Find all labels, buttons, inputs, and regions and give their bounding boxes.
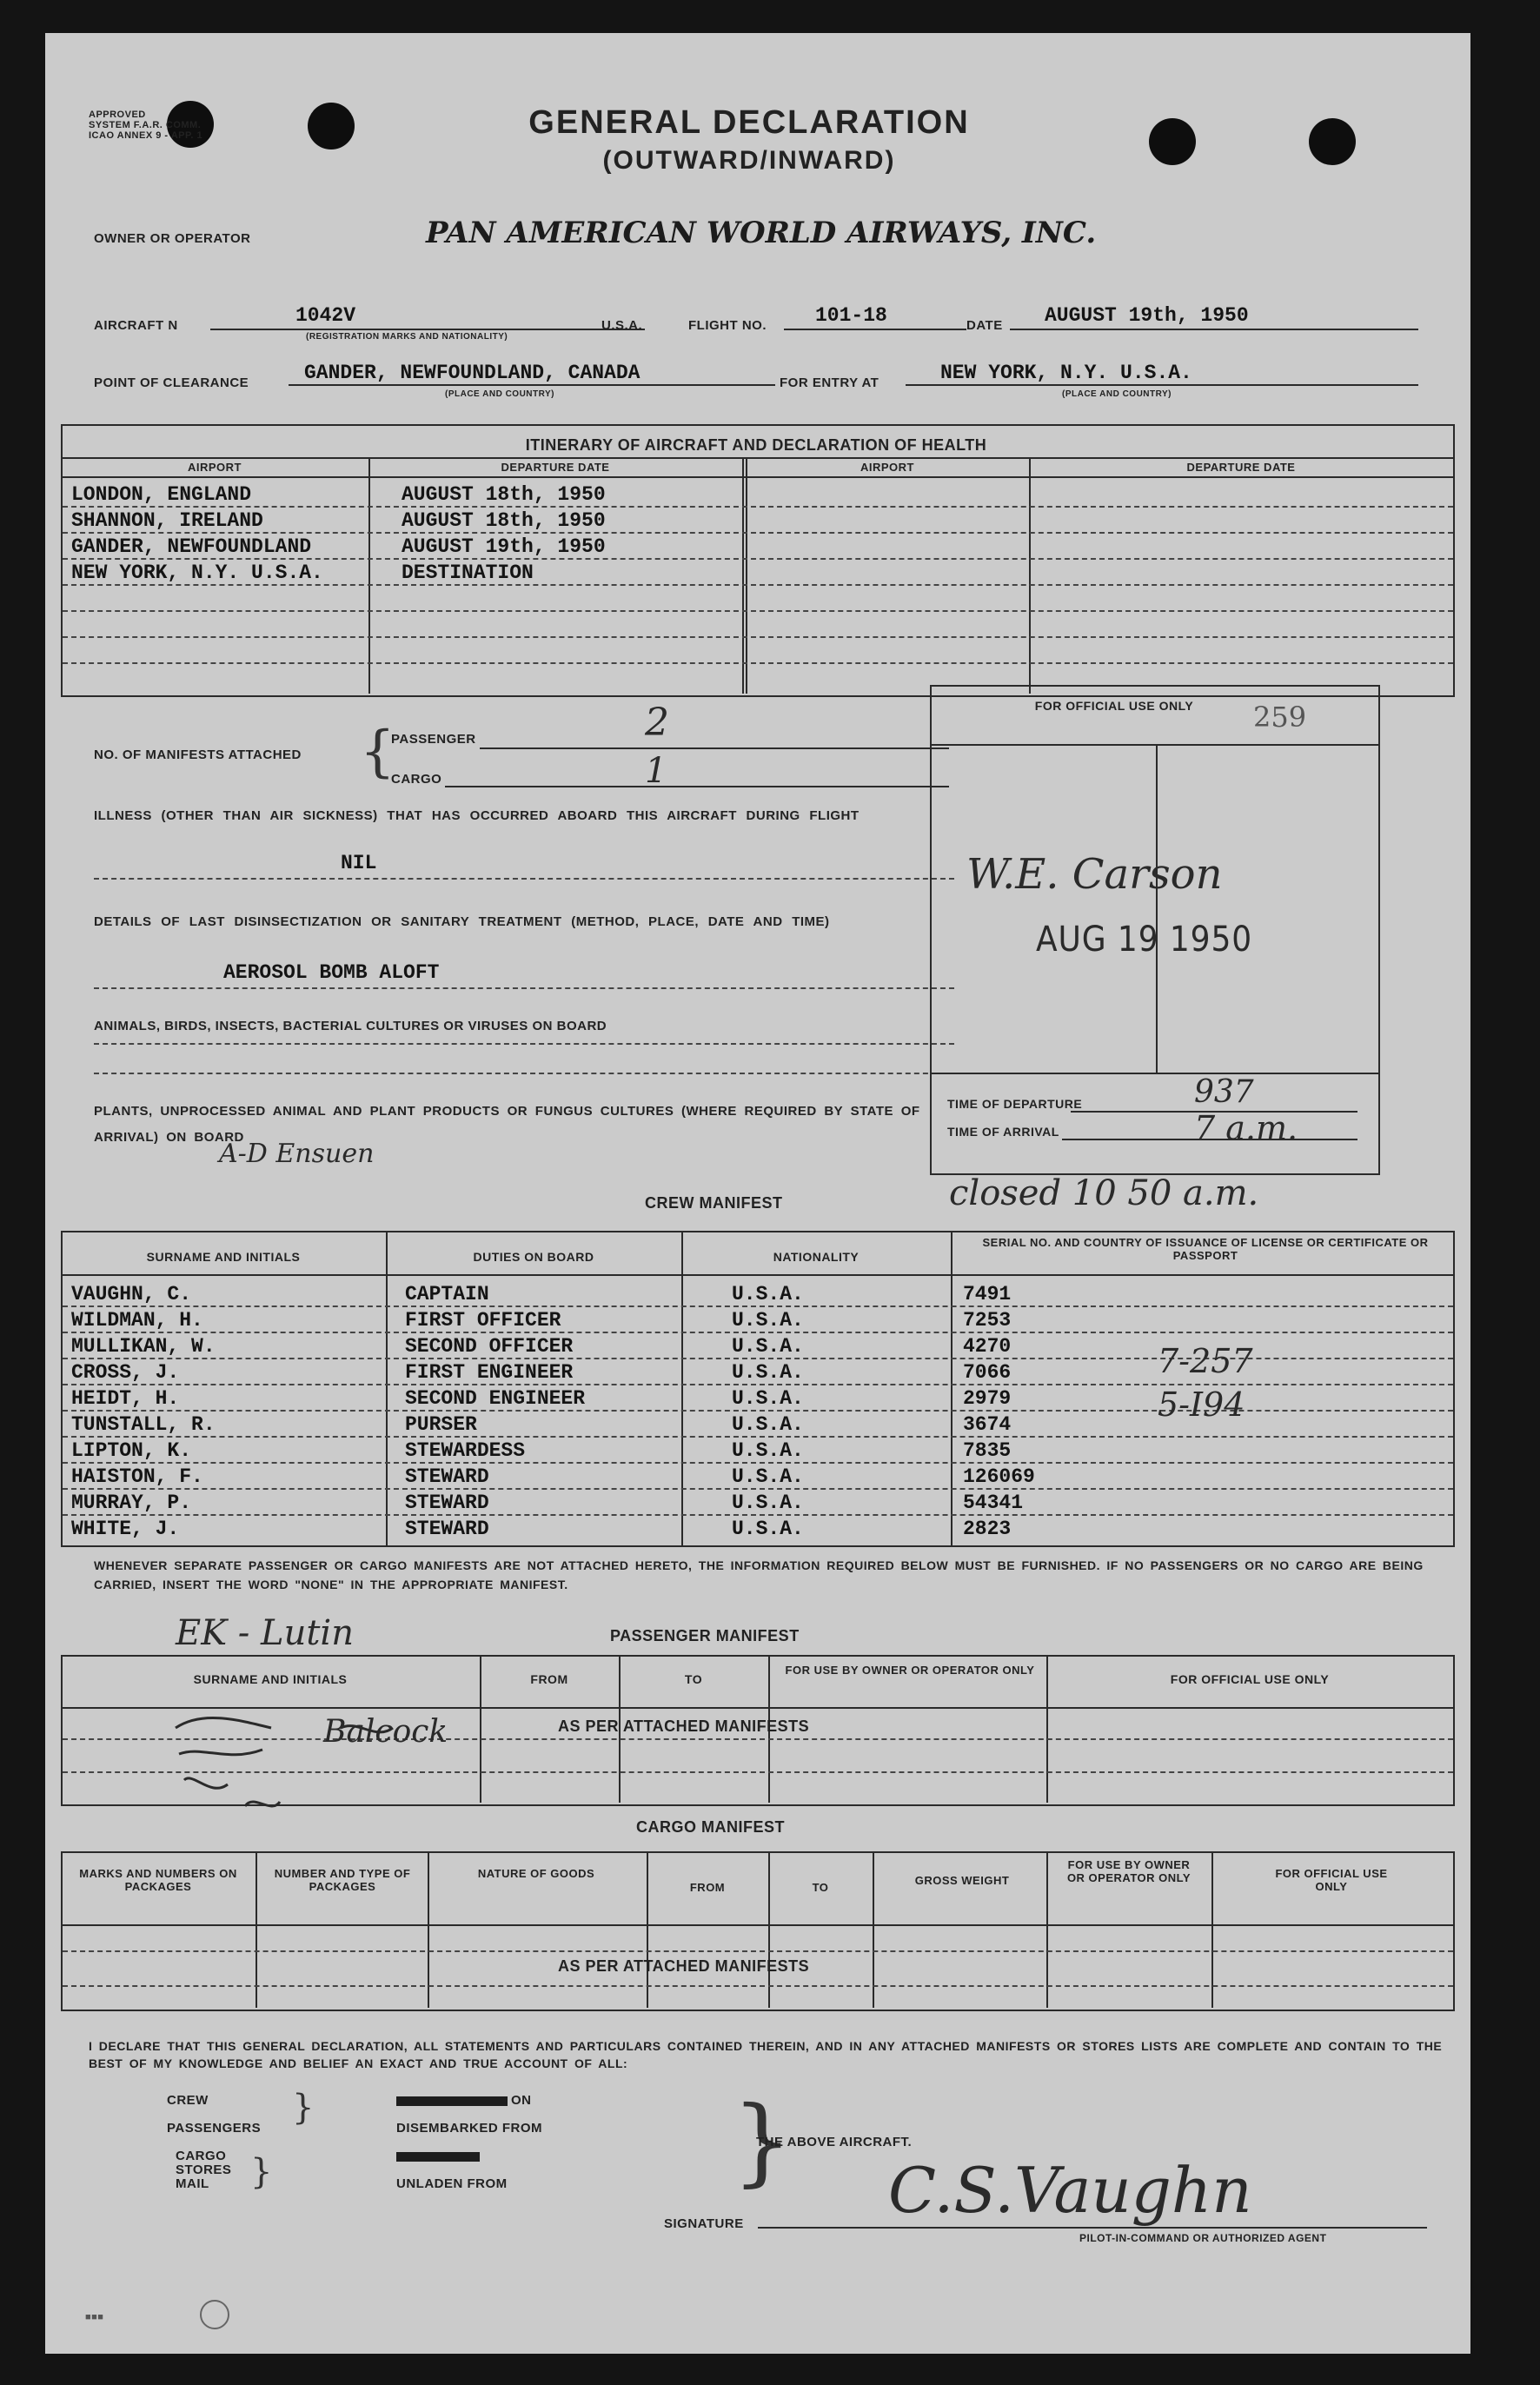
crew-duty: STEWARD (405, 1518, 489, 1540)
approval-line: ICAO ANNEX 9 - APP. 1 (89, 130, 203, 141)
itinerary-date: AUGUST 19th, 1950 (402, 535, 606, 558)
cargo-header: NATURE OF GOODS (477, 1867, 595, 1880)
place-note: (PLACE AND COUNTRY) (445, 389, 554, 399)
cargo-header: NUMBER AND TYPE OF PACKAGES (274, 1867, 411, 1893)
illness-label: ILLNESS (OTHER THAN AIR SICKNESS) THAT HAS OCCURRED ABOARD THIS AIRCRAFT DURING FLIGHT (94, 808, 860, 823)
crew-header: NATIONALITY (773, 1250, 860, 1264)
crew-nationality: U.S.A. (732, 1309, 804, 1332)
crew-header: SERIAL NO. AND COUNTRY OF ISSUANCE OF LICENSE OR CERTIFICATE OR PASSPORT (982, 1236, 1429, 1262)
signature-label: SIGNATURE (664, 2216, 744, 2231)
crew-serial: 2823 (963, 1518, 1012, 1540)
unladen-label: UNLADEN FROM (396, 2176, 508, 2191)
passenger-manifest-title: PASSENGER MANIFEST (610, 1627, 800, 1644)
departure-time-label: TIME OF DEPARTURE (947, 1097, 1083, 1111)
crew-serial: 7066 (963, 1361, 1012, 1384)
crew-serial: 4270 (963, 1335, 1012, 1358)
punch-hole (308, 103, 355, 149)
crew-manifest-title: CREW MANIFEST (645, 1194, 783, 1212)
cargo-header: TO (812, 1881, 829, 1894)
printer-seal-icon (200, 2300, 229, 2329)
plants-note: A-D Ensuen (219, 1139, 375, 1169)
clearance-value: GANDER, NEWFOUNDLAND, CANADA (304, 362, 641, 384)
itinerary-date: AUGUST 18th, 1950 (402, 483, 606, 506)
itinerary-airport: NEW YORK, N.Y. U.S.A. (71, 561, 323, 584)
crew-serial: 7835 (963, 1439, 1012, 1462)
crew-serial: 3674 (963, 1413, 1012, 1436)
cargo-count-label: CARGO (391, 772, 442, 787)
arrival-time-label: TIME OF ARRIVAL (947, 1125, 1059, 1139)
crew-surname: CROSS, J. (71, 1361, 180, 1384)
date-stamp: AUG 19 1950 (1036, 920, 1253, 960)
above-aircraft-label: THE ABOVE AIRCRAFT. (756, 2135, 913, 2149)
form-title: GENERAL DECLARATION (528, 104, 970, 141)
crew-surname: VAUGHN, C. (71, 1283, 192, 1305)
illness-value: NIL (341, 852, 377, 874)
plants-label: PLANTS, UNPROCESSED ANIMAL AND PLANT PRODUCTS OR FUNGUS CULTURES (WHERE REQUIRED BY STATE OF ARRIVAL) ON BOARD (94, 1104, 920, 1145)
flight-date: AUGUST 19th, 1950 (1045, 304, 1249, 327)
crew-duty: FIRST ENGINEER (405, 1361, 574, 1384)
passenger-handwritten-note: EK - Lutin (176, 1613, 354, 1653)
disembarked-label: DISEMBARKED FROM (396, 2121, 542, 2136)
itinerary-date: DESTINATION (402, 561, 534, 584)
flight-label: FLIGHT NO. (688, 318, 767, 333)
aircraft-value: 1042V (295, 304, 356, 327)
crew-margin-note: 7-257 (1158, 1342, 1253, 1380)
crew-serial: 54341 (963, 1491, 1024, 1514)
crew-label: CREW (167, 2093, 209, 2108)
crew-nationality: U.S.A. (732, 1518, 804, 1540)
passenger-header: FROM (530, 1672, 568, 1686)
crew-nationality: U.S.A. (732, 1335, 804, 1358)
animals-label: ANIMALS, BIRDS, INSECTS, BACTERIAL CULTURES OR VIRUSES ON BOARD (94, 1019, 607, 1033)
crew-margin-note: 5-I94 (1158, 1385, 1245, 1424)
crew-duty: STEWARD (405, 1491, 489, 1514)
approval-line: SYSTEM F.A.R. COMM. (89, 120, 202, 130)
passengers-label: PASSENGERS (167, 2121, 262, 2136)
cargo-count: 1 (645, 751, 667, 791)
crew-duty: CAPTAIN (405, 1283, 489, 1305)
crew-nationality: U.S.A. (732, 1387, 804, 1410)
crew-duty: STEWARD (405, 1465, 489, 1488)
nationality-label: U.S.A. (601, 318, 643, 333)
passenger-header: TO (684, 1672, 703, 1686)
crew-duty: SECOND OFFICER (405, 1335, 574, 1358)
passenger-scribble: Balcock (323, 1714, 448, 1750)
place-note: (PLACE AND COUNTRY) (1062, 389, 1172, 399)
aircraft-label: AIRCRAFT N (94, 318, 178, 333)
cargo-header: FROM (689, 1881, 726, 1894)
crew-surname: TUNSTALL, R. (71, 1413, 216, 1436)
itinerary-title: ITINERARY OF AIRCRAFT AND DECLARATION OF HEALTH (525, 436, 987, 454)
itinerary-airport: SHANNON, IRELAND (71, 509, 263, 532)
itinerary-airport: GANDER, NEWFOUNDLAND (71, 535, 312, 558)
crew-nationality: U.S.A. (732, 1439, 804, 1462)
signer-role: PILOT-IN-COMMAND OR AUTHORIZED AGENT (1079, 2232, 1327, 2244)
crew-surname: MULLIKAN, W. (71, 1335, 216, 1358)
crew-surname: WILDMAN, H. (71, 1309, 203, 1332)
crew-nationality: U.S.A. (732, 1283, 804, 1305)
operator-name: PAN AMERICAN WORLD AIRWAYS, INC. (426, 216, 1097, 250)
crew-nationality: U.S.A. (732, 1361, 804, 1384)
crew-surname: WHITE, J. (71, 1518, 180, 1540)
passenger-count-label: PASSENGER (391, 732, 476, 747)
official-number: 259 (1253, 701, 1307, 734)
itinerary-header: AIRPORT (188, 461, 242, 474)
passenger-header: SURNAME AND INITIALS (193, 1672, 348, 1686)
crew-duty: PURSER (405, 1413, 477, 1436)
embarked-on-label: ON (511, 2093, 532, 2108)
crew-serial: 126069 (963, 1465, 1035, 1488)
approval-line: APPROVED (89, 110, 146, 120)
crew-duty: STEWARDESS (405, 1439, 526, 1462)
pilot-signature: C.S.Vaughn (888, 2154, 1252, 2227)
crew-nationality: U.S.A. (732, 1465, 804, 1488)
crew-serial: 7491 (963, 1283, 1012, 1305)
crew-nationality: U.S.A. (732, 1491, 804, 1514)
itinerary-header: AIRPORT (860, 461, 914, 474)
crew-serial: 2979 (963, 1387, 1012, 1410)
crew-surname: MURRAY, P. (71, 1491, 192, 1514)
flight-number: 101-18 (815, 304, 887, 327)
cargo-attached-note: AS PER ATTACHED MANIFESTS (558, 1957, 810, 1975)
passenger-attached-note: AS PER ATTACHED MANIFESTS (558, 1717, 810, 1735)
brace: } (732, 2085, 793, 2196)
cargo-header: GROSS WEIGHT (914, 1874, 1010, 1887)
official-initials: W.E. Carson (966, 850, 1223, 899)
brace: } (292, 2088, 315, 2128)
passenger-header: FOR OFFICIAL USE ONLY (1170, 1672, 1330, 1686)
cargo-manifest-title: CARGO MANIFEST (636, 1818, 785, 1836)
itinerary-header: DEPARTURE DATE (501, 461, 610, 474)
brace: } (250, 2152, 273, 2192)
declaration-form (45, 33, 1470, 2354)
disinsection-value: AEROSOL BOMB ALOFT (223, 961, 440, 984)
crew-surname: HAISTON, F. (71, 1465, 203, 1488)
arrival-time: 7 a.m. (1194, 1109, 1298, 1147)
itinerary-header: DEPARTURE DATE (1186, 461, 1296, 474)
cargo-header: FOR OFFICIAL USE ONLY (1275, 1867, 1388, 1893)
passenger-count: 2 (645, 701, 669, 745)
operator-label: OWNER OR OPERATOR (94, 231, 251, 246)
cargo-label: CARGO (176, 2149, 227, 2163)
crew-serial: 7253 (963, 1309, 1012, 1332)
clearance-label: POINT OF CLEARANCE (94, 375, 249, 390)
punch-hole (1309, 118, 1356, 165)
date-label: DATE (966, 318, 1003, 333)
itinerary-airport: LONDON, ENGLAND (71, 483, 252, 506)
entry-label: FOR ENTRY AT (780, 375, 880, 390)
brace: { (360, 720, 395, 784)
manifests-label: NO. OF MANIFESTS ATTACHED (94, 747, 302, 762)
cargo-header: MARKS AND NUMBERS ON PACKAGES (79, 1867, 237, 1893)
redaction-bar (396, 2096, 508, 2106)
cargo-header: FOR USE BY OWNER OR OPERATOR ONLY (1066, 1858, 1192, 1884)
crew-nationality: U.S.A. (732, 1413, 804, 1436)
disinsection-label: DETAILS OF LAST DISINSECTIZATION OR SANITARY TREATMENT (METHOD, PLACE, DATE AND TIME) (94, 914, 830, 929)
crew-duty: FIRST OFFICER (405, 1309, 561, 1332)
crew-header: DUTIES ON BOARD (473, 1250, 594, 1264)
passenger-header: FOR USE BY OWNER OR OPERATOR ONLY (785, 1664, 1035, 1677)
itinerary-date: AUGUST 18th, 1950 (402, 509, 606, 532)
redaction-bar (396, 2152, 480, 2162)
crew-header: SURNAME AND INITIALS (146, 1250, 301, 1264)
form-subtitle: (OUTWARD/INWARD) (602, 146, 896, 175)
handwriting-scribble (167, 1702, 428, 1832)
declaration-text: I DECLARE THAT THIS GENERAL DECLARATION, ALL STATEMENTS AND PARTICULARS CONTAINED THEREIN, AND IN ANY ATTACHED MANIFESTS OR STORES LISTS ARE COMPLETE AND CONTAIN TO THE BEST OF MY KNOWLEDGE AND BELIEF AN EXACT AND TRUE ACCOUNT OF ALL: (89, 2039, 1443, 2070)
closed-note: closed 10 50 a.m. (949, 1173, 1259, 1213)
form-number-mark: ■■■ (85, 2312, 104, 2322)
mail-label: MAIL (176, 2176, 209, 2191)
official-label: FOR OFFICIAL USE ONLY (1034, 699, 1194, 713)
crew-surname: HEIDT, H. (71, 1387, 180, 1410)
punch-hole (1149, 118, 1196, 165)
crew-duty: SECOND ENGINEER (405, 1387, 586, 1410)
crew-surname: LIPTON, K. (71, 1439, 192, 1462)
entry-value: NEW YORK, N.Y. U.S.A. (940, 362, 1192, 384)
registration-note: (REGISTRATION MARKS AND NATIONALITY) (306, 332, 508, 342)
manifest-notice: WHENEVER SEPARATE PASSENGER OR CARGO MANIFESTS ARE NOT ATTACHED HERETO, THE INFORMATION REQUIRED BELOW MUST BE FURNISHED. IF NO PASSENGERS OR NO CARGO ARE BEING CARRIED, INSERT THE WORD "NONE" IN THE APPROPRIATE MANIFEST. (94, 1558, 1424, 1591)
departure-time: 937 (1194, 1074, 1254, 1110)
stores-label: STORES (176, 2162, 232, 2177)
